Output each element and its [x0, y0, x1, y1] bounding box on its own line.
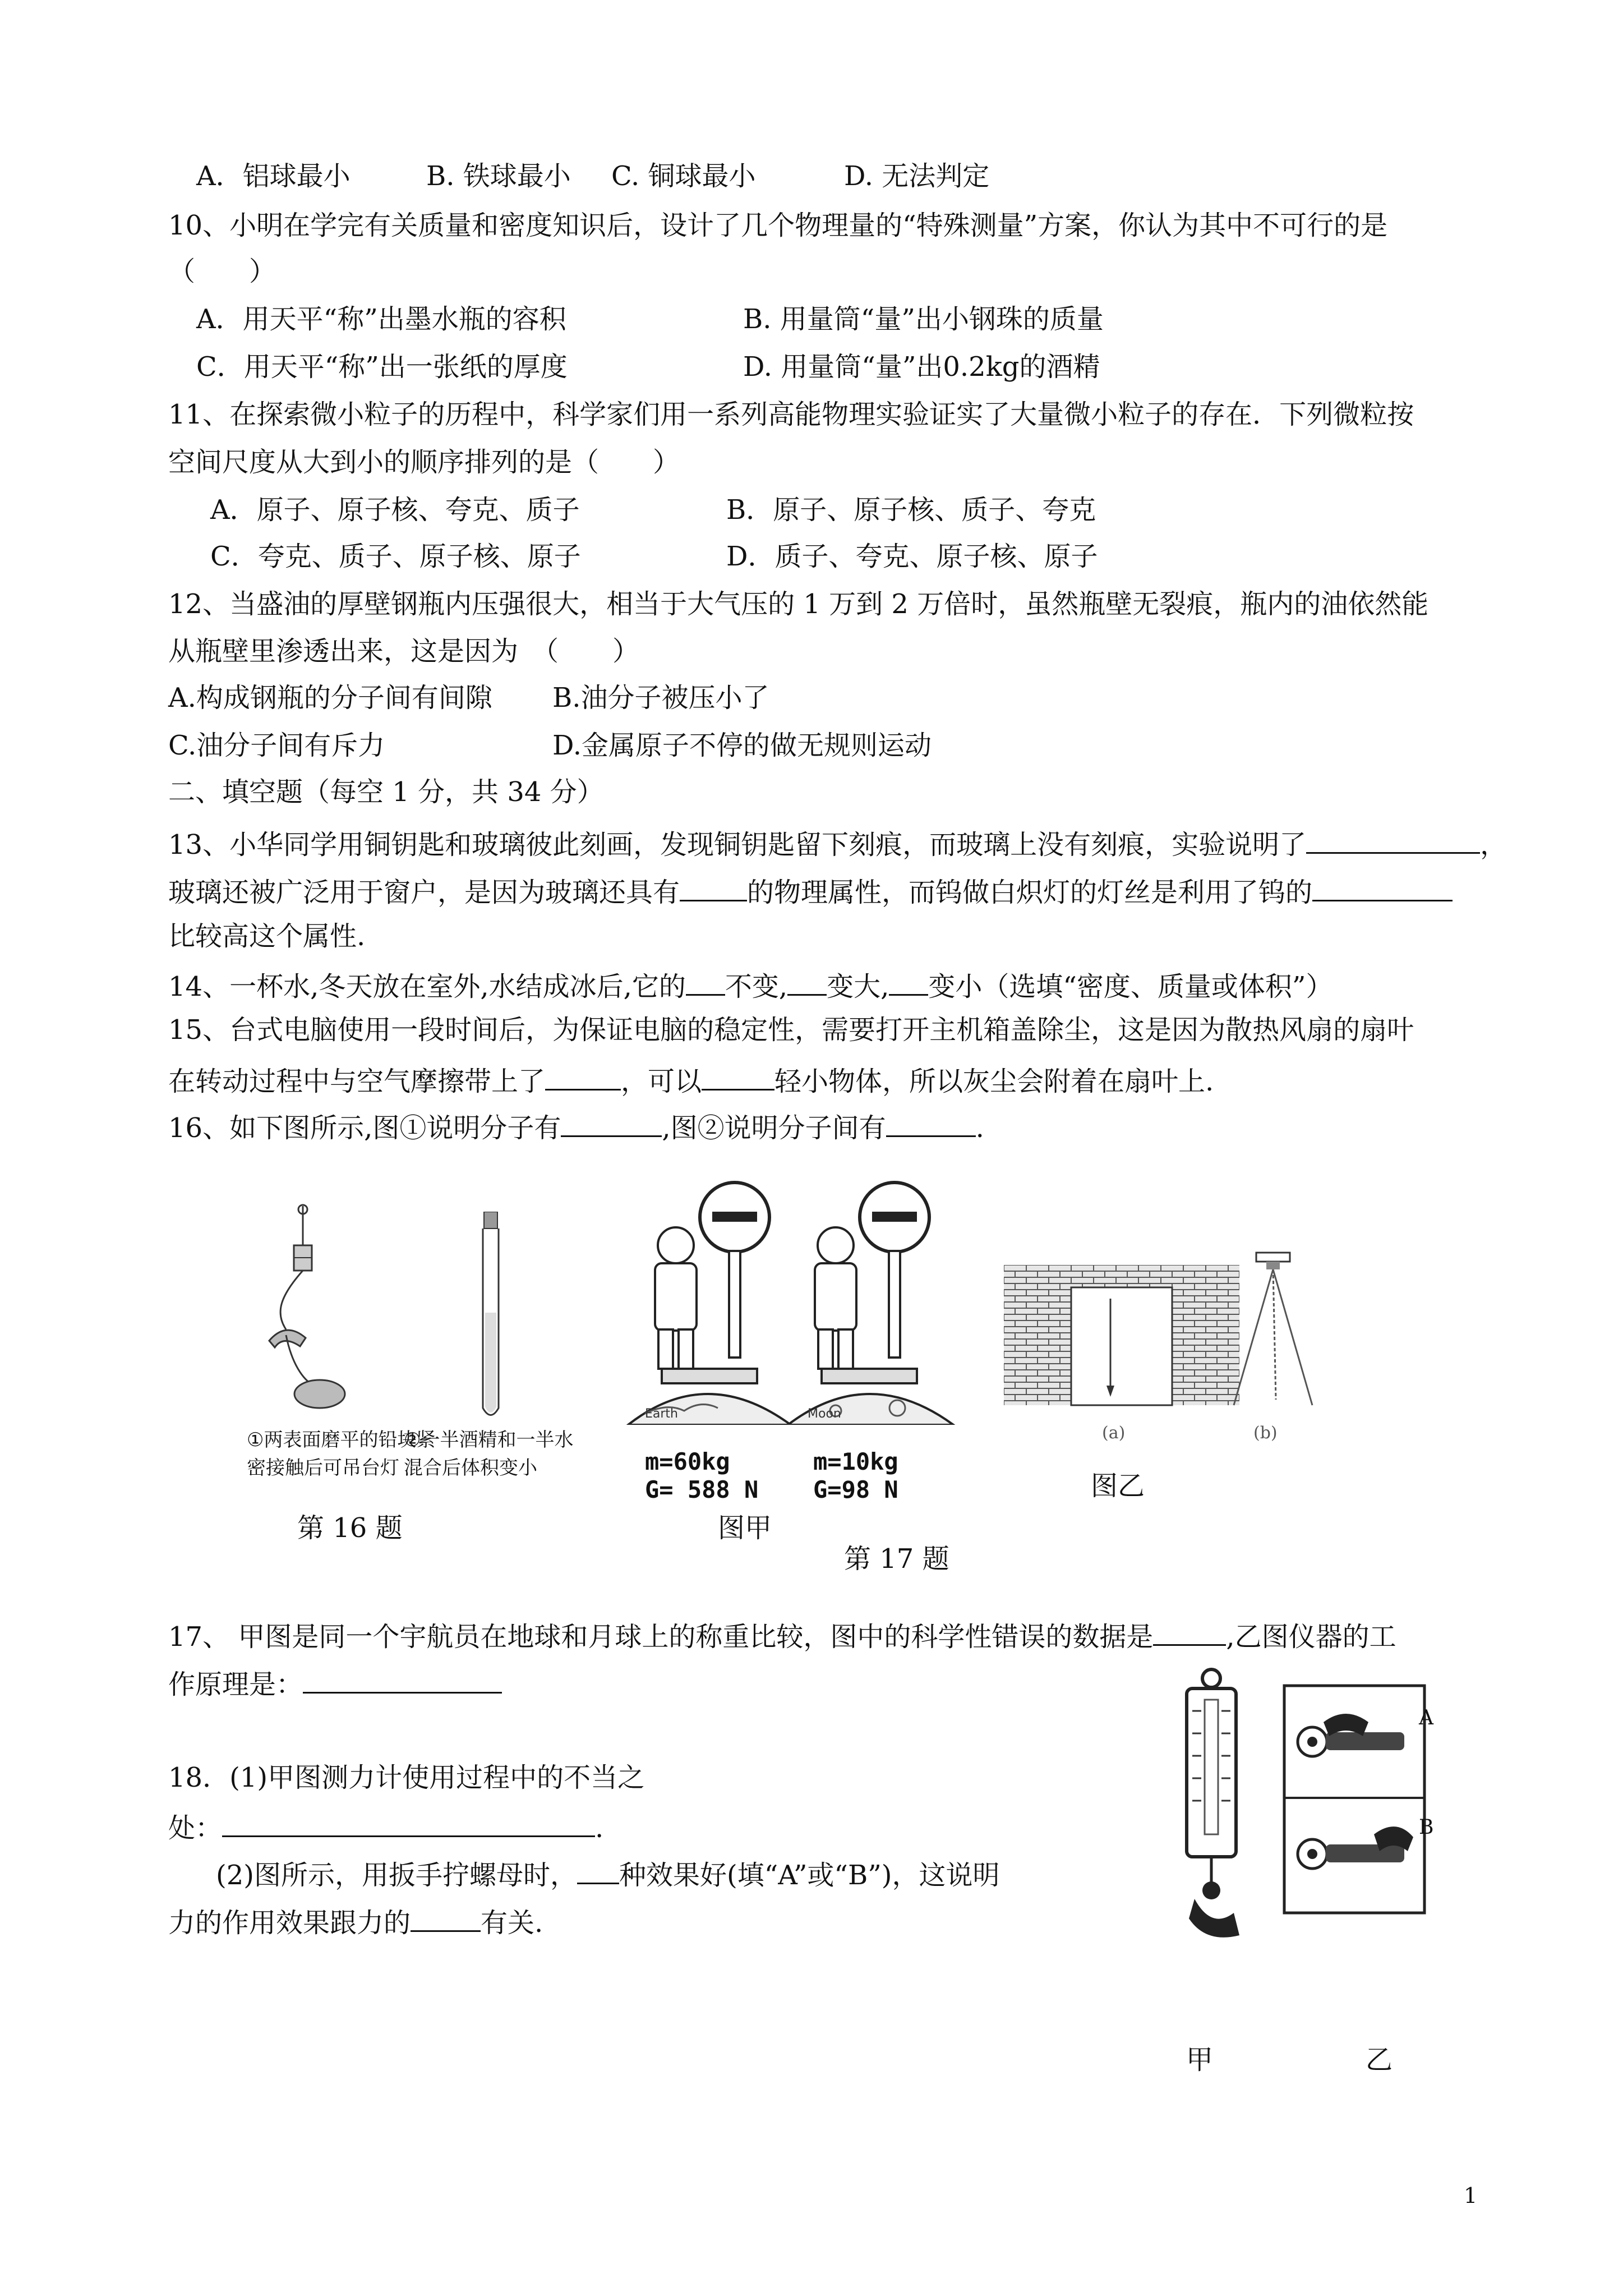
- q16-line: [168, 1111, 984, 1142]
- q17-line2: [168, 1667, 502, 1698]
- q18-text-a: 处：: [168, 1812, 223, 1844]
- q15-line2: [168, 1064, 1214, 1095]
- fig1-caption-line2: 密接触后可吊台灯: [247, 1457, 399, 1479]
- q13-blank-2[interactable]: [680, 875, 747, 901]
- q13-blank-1[interactable]: [1306, 827, 1480, 854]
- moon-weight: G=98 N: [813, 1476, 898, 1503]
- q14-text-3: 变大,: [827, 971, 889, 1002]
- wrench-label-b: B: [1419, 1816, 1434, 1839]
- q14-line: [168, 969, 1332, 1000]
- q11-line1: 11、在探索微小粒子的历程中，科学家们用一系列高能物理实验证实了大量微小粒子的存在．下列微粒按: [168, 399, 1414, 430]
- q9-option-d: D. 无法判定: [844, 160, 990, 192]
- q10-option-c: C．用天平“称”出一张纸的厚度: [196, 351, 568, 383]
- tripod-level-figure: [1228, 1248, 1318, 1416]
- q13-blank-3[interactable]: [1312, 875, 1453, 901]
- fig2-caption-line2: 混合后体积变小: [404, 1457, 537, 1479]
- q17-blank-1[interactable]: [1153, 1619, 1226, 1646]
- q11-option-b: B．原子、原子核、质子、夸克: [726, 494, 1096, 526]
- q11-option-d: D．质子、夸克、原子核、原子: [726, 541, 1098, 572]
- q17-figure-label: 第 17 题: [844, 1543, 949, 1575]
- q15-blank-1[interactable]: [545, 1064, 621, 1091]
- wrench-label-a: A: [1419, 1706, 1433, 1729]
- q13-line1-end: ，: [1480, 829, 1507, 861]
- q18-jia-label: 甲: [1186, 2044, 1214, 2076]
- q18-blank-3[interactable]: [411, 1906, 481, 1932]
- q18-text-c: (2)图所示，用扳手拧螺母时，: [216, 1860, 577, 1891]
- q18-line1: 18．(1)甲图测力计使用过程中的不当之: [168, 1762, 645, 1793]
- q15-text-c: 轻小物体，所以灰尘会附着在扇叶上.: [774, 1066, 1214, 1097]
- q17-text-c: 作原理是：: [168, 1669, 303, 1700]
- lead-block-lamp-figure: [247, 1200, 359, 1425]
- fig-yi-label: 图乙: [1091, 1470, 1145, 1502]
- q15-text-a: 在转动过程中与空气摩擦带上了: [168, 1066, 546, 1097]
- fig1-caption-line1: ①两表面磨平的铅块紧: [247, 1429, 436, 1451]
- q16-text-3: .: [975, 1112, 984, 1144]
- q17-blank-2[interactable]: [303, 1667, 502, 1694]
- page-number: 1: [1464, 2183, 1478, 2208]
- astronaut-earth-figure: [623, 1178, 802, 1425]
- q15-blank-2[interactable]: [702, 1064, 774, 1091]
- spring-scale-figure: [1166, 1666, 1256, 1941]
- fig-jia-label: 图甲: [718, 1512, 772, 1544]
- q14-blank-2[interactable]: [787, 969, 827, 996]
- q10-option-a: A．用天平“称”出墨水瓶的容积: [196, 303, 566, 335]
- moon-mass: m=10kg: [813, 1448, 898, 1475]
- q13-line3: 比较高这个属性.: [168, 921, 366, 952]
- q18-line4: [168, 1906, 543, 1939]
- label-b: (b): [1253, 1423, 1278, 1443]
- q11-line2: 空间尺度从大到小的顺序排列的是（ ）: [168, 447, 680, 478]
- q18-text-f: 有关.: [481, 1907, 543, 1939]
- q9-option-b: B. 铁球最小: [426, 160, 571, 192]
- earth-mass: m=60kg: [645, 1448, 730, 1475]
- q12-option-a: A.构成钢瓶的分子间有间隙: [168, 682, 492, 714]
- q13-line2-text-a: 玻璃还被广泛用于窗户，是因为玻璃还具有: [168, 877, 680, 908]
- q10-option-d: D. 用量筒“量”出0.2kg的酒精: [743, 351, 1100, 383]
- q18-blank-1[interactable]: [222, 1811, 595, 1837]
- q9-option-c: C. 铜球最小: [611, 160, 756, 192]
- q13-line1-text: 13、小华同学用铜钥匙和玻璃彼此刻画，发现铜钥匙留下刻痕，而玻璃上没有刻痕，实验说明了: [168, 829, 1307, 861]
- q16-text-1: 16、如下图所示,图①说明分子有: [168, 1112, 561, 1144]
- q17-text-a: 17、 甲图是同一个宇航员在地球和月球上的称重比较，图中的科学性错误的数据是: [168, 1621, 1154, 1653]
- q12-line2: 从瓶壁里渗透出来，这是因为 （ ）: [168, 636, 640, 667]
- q9-option-a: A．铝球最小: [196, 160, 351, 192]
- q11-option-a: A．原子、原子核、夸克、质子: [210, 494, 580, 526]
- q17-text-b: ,乙图仪器的工: [1226, 1621, 1396, 1653]
- q12-option-d: D.金属原子不停的做无规则运动: [552, 730, 932, 761]
- wrench-figure: [1279, 1683, 1436, 1918]
- q10-stem: 10、小明在学完有关质量和密度知识后，设计了几个物理量的“特殊测量”方案，你认为其中不可行的是: [168, 210, 1388, 241]
- q18-text-d: 种效果好(填“A”或“B”)，这说明: [619, 1860, 1000, 1891]
- section-heading: 二、填空题（每空 1 分，共 34 分）: [168, 776, 604, 808]
- q18-text-e: 力的作用效果跟力的: [168, 1907, 411, 1939]
- q15-text-b: ，可以: [621, 1066, 702, 1097]
- q14-text-2: 不变,: [725, 971, 788, 1002]
- q14-blank-3[interactable]: [889, 969, 928, 996]
- q14-text-4: 变小（选填“密度、质量或体积”）: [928, 971, 1333, 1002]
- q16-blank-1[interactable]: [561, 1111, 662, 1137]
- q10-option-b: B. 用量筒“量”出小钢珠的质量: [743, 303, 1104, 335]
- q14-text-1: 14、一杯水,冬天放在室外,水结成冰后,它的: [168, 971, 686, 1002]
- q14-blank-1[interactable]: [686, 969, 725, 996]
- q18-yi-label: 乙: [1366, 2044, 1393, 2076]
- q18-line2: [168, 1811, 603, 1842]
- q18-line3: [216, 1858, 1000, 1889]
- moon-label: Moon: [808, 1407, 841, 1421]
- astronaut-moon-figure: [785, 1178, 959, 1425]
- earth-weight: G= 588 N: [645, 1476, 759, 1503]
- fig2-caption-line1: ②一半酒精和一半水: [404, 1429, 574, 1451]
- label-a: (a): [1102, 1423, 1126, 1443]
- q12-option-b: B.油分子被压小了: [552, 682, 769, 714]
- earth-label: Earth: [645, 1407, 678, 1421]
- q16-text-2: ,图②说明分子间有: [662, 1112, 886, 1144]
- test-tube-figure: [474, 1212, 508, 1425]
- q17-line1: [168, 1619, 1396, 1653]
- q13-line2: [168, 875, 1453, 906]
- q13-line1: [168, 827, 1507, 861]
- q10-paren: （ ）: [168, 256, 276, 287]
- q11-option-c: C．夸克、质子、原子核、原子: [210, 541, 581, 572]
- q12-option-c: C.油分子间有斥力: [168, 730, 385, 761]
- q16-figure-label: 第 16 题: [297, 1512, 403, 1544]
- q16-blank-2[interactable]: [886, 1111, 976, 1137]
- q18-text-b: .: [595, 1812, 604, 1844]
- q18-blank-2[interactable]: [577, 1858, 619, 1884]
- q13-line2-text-b: 的物理属性，而钨做白炽灯的灯丝是利用了钨的: [747, 877, 1313, 908]
- q15-line1: 15、台式电脑使用一段时间后，为保证电脑的稳定性，需要打开主机箱盖除尘，这是因为散热风扇的扇叶: [168, 1014, 1414, 1046]
- q12-line1: 12、当盛油的厚壁钢瓶内压强很大，相当于大气压的 1 万到 2 万倍时，虽然瓶壁无裂痕，瓶内的油依然能: [168, 588, 1429, 620]
